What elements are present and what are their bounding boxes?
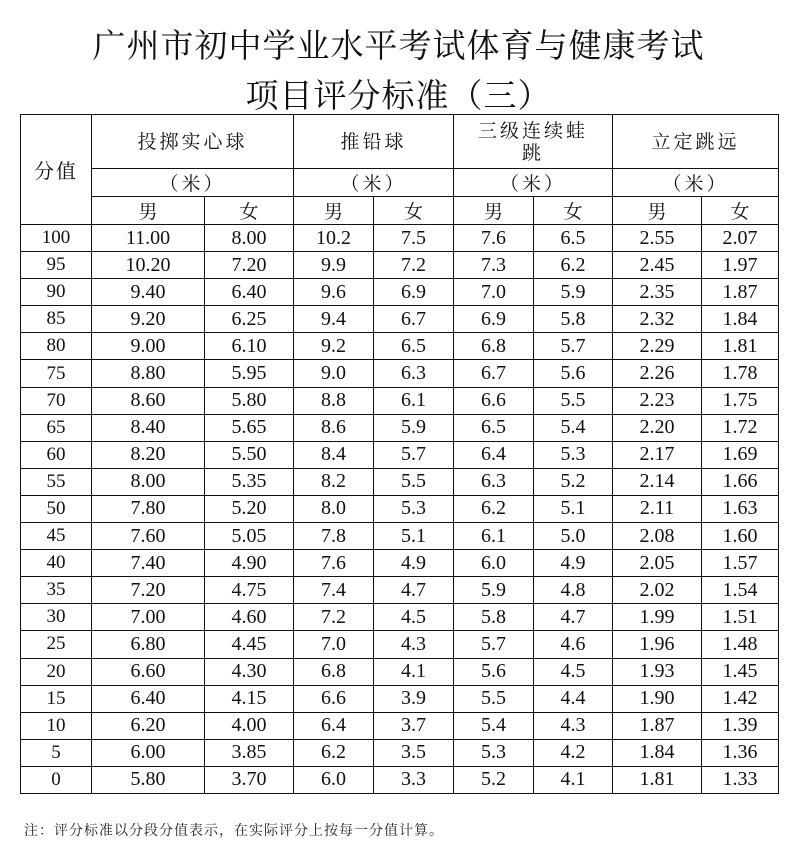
measurement-cell: 4.7 — [534, 604, 613, 631]
measurement-cell: 7.60 — [92, 523, 205, 550]
measurement-cell: 6.5 — [454, 414, 534, 441]
score-value-cell: 30 — [21, 604, 92, 631]
measurement-cell: 7.4 — [294, 577, 374, 604]
measurement-cell: 9.4 — [294, 306, 374, 333]
measurement-cell: 5.3 — [374, 495, 454, 522]
measurement-cell: 1.33 — [702, 766, 779, 793]
table-row — [21, 604, 779, 631]
event-header-shot-put: 推铅球 — [294, 115, 454, 169]
measurement-cell: 6.5 — [374, 333, 454, 360]
measurement-cell: 8.00 — [205, 225, 294, 252]
measurement-cell: 4.15 — [205, 685, 294, 712]
measurement-cell: 1.63 — [702, 495, 779, 522]
measurement-cell: 1.48 — [702, 631, 779, 658]
measurement-cell: 4.8 — [534, 577, 613, 604]
measurement-cell: 6.20 — [92, 712, 205, 739]
table-row — [21, 523, 779, 550]
score-value-cell: 70 — [21, 387, 92, 414]
measurement-cell: 4.30 — [205, 658, 294, 685]
measurement-cell: 1.75 — [702, 387, 779, 414]
measurement-cell: 7.00 — [92, 604, 205, 631]
measurement-cell: 3.7 — [374, 712, 454, 739]
event-header-triple-frog-jump-label: 三级连续蛙跳 — [478, 119, 589, 164]
gender-female-header: 女 — [702, 197, 779, 225]
measurement-cell: 1.36 — [702, 739, 779, 766]
score-value-cell: 40 — [21, 550, 92, 577]
measurement-cell: 5.7 — [534, 333, 613, 360]
measurement-cell: 5.7 — [374, 441, 454, 468]
measurement-cell: 4.90 — [205, 550, 294, 577]
measurement-cell: 5.20 — [205, 495, 294, 522]
measurement-cell: 6.5 — [534, 225, 613, 252]
measurement-cell: 4.7 — [374, 577, 454, 604]
measurement-cell: 2.35 — [613, 279, 702, 306]
measurement-cell: 3.70 — [205, 766, 294, 793]
measurement-cell: 9.0 — [294, 360, 374, 387]
measurement-cell: 6.8 — [454, 333, 534, 360]
measurement-cell: 5.2 — [534, 468, 613, 495]
measurement-cell: 4.60 — [205, 604, 294, 631]
measurement-cell: 6.10 — [205, 333, 294, 360]
measurement-cell: 5.50 — [205, 441, 294, 468]
measurement-cell: 6.2 — [294, 739, 374, 766]
measurement-cell: 8.60 — [92, 387, 205, 414]
score-value-cell: 95 — [21, 252, 92, 279]
measurement-cell: 1.69 — [702, 441, 779, 468]
measurement-cell: 6.0 — [454, 550, 534, 577]
measurement-cell: 6.4 — [294, 712, 374, 739]
measurement-cell: 6.40 — [205, 279, 294, 306]
table-body — [21, 225, 779, 794]
measurement-cell: 4.5 — [374, 604, 454, 631]
measurement-cell: 7.0 — [294, 631, 374, 658]
measurement-cell: 5.3 — [534, 441, 613, 468]
measurement-cell: 7.5 — [374, 225, 454, 252]
measurement-cell: 2.05 — [613, 550, 702, 577]
measurement-cell: 6.3 — [374, 360, 454, 387]
gender-male-header: 男 — [454, 197, 534, 225]
measurement-cell: 11.00 — [92, 225, 205, 252]
page-title-line-2: 项目评分标准（三） — [245, 76, 552, 115]
measurement-cell: 2.32 — [613, 306, 702, 333]
measurement-cell: 5.35 — [205, 468, 294, 495]
measurement-cell: 8.2 — [294, 468, 374, 495]
measurement-cell: 7.40 — [92, 550, 205, 577]
measurement-cell: 4.2 — [534, 739, 613, 766]
table-row — [21, 225, 779, 252]
measurement-cell: 5.95 — [205, 360, 294, 387]
measurement-cell: 2.29 — [613, 333, 702, 360]
measurement-cell: 9.6 — [294, 279, 374, 306]
measurement-cell: 4.5 — [534, 658, 613, 685]
scoring-standard-table — [20, 114, 779, 794]
measurement-cell: 3.3 — [374, 766, 454, 793]
measurement-cell: 1.39 — [702, 712, 779, 739]
measurement-cell: 1.81 — [702, 333, 779, 360]
measurement-cell: 1.81 — [613, 766, 702, 793]
table-row — [21, 279, 779, 306]
score-value-cell: 5 — [21, 739, 92, 766]
measurement-cell: 1.87 — [613, 712, 702, 739]
measurement-cell: 1.96 — [613, 631, 702, 658]
measurement-cell: 2.14 — [613, 468, 702, 495]
measurement-cell: 5.6 — [534, 360, 613, 387]
measurement-cell: 7.2 — [374, 252, 454, 279]
measurement-cell: 5.80 — [205, 387, 294, 414]
measurement-cell: 2.45 — [613, 252, 702, 279]
measurement-cell: 5.9 — [374, 414, 454, 441]
measurement-cell: 3.9 — [374, 685, 454, 712]
measurement-cell: 5.2 — [454, 766, 534, 793]
table-row — [21, 739, 779, 766]
measurement-cell: 6.7 — [374, 306, 454, 333]
measurement-cell: 8.80 — [92, 360, 205, 387]
measurement-cell: 6.2 — [534, 252, 613, 279]
measurement-cell: 8.4 — [294, 441, 374, 468]
footnote: 注：评分标准以分段分值表示，在实际评分上按每一分值计算。 — [24, 823, 444, 839]
score-value-cell: 75 — [21, 360, 92, 387]
table-row — [21, 387, 779, 414]
unit-label: （米） — [454, 169, 613, 197]
measurement-cell: 1.84 — [702, 306, 779, 333]
unit-label: （米） — [92, 169, 294, 197]
score-value-cell: 55 — [21, 468, 92, 495]
measurement-cell: 2.55 — [613, 225, 702, 252]
measurement-cell: 1.84 — [613, 739, 702, 766]
measurement-cell: 6.40 — [92, 685, 205, 712]
event-header-medicine-ball: 投掷实心球 — [92, 115, 294, 169]
measurement-cell: 5.1 — [534, 495, 613, 522]
table-row — [21, 712, 779, 739]
measurement-cell: 5.5 — [454, 685, 534, 712]
measurement-cell: 10.2 — [294, 225, 374, 252]
measurement-cell: 2.17 — [613, 441, 702, 468]
measurement-cell: 5.6 — [454, 658, 534, 685]
table-row — [21, 414, 779, 441]
measurement-cell: 1.93 — [613, 658, 702, 685]
measurement-cell: 8.6 — [294, 414, 374, 441]
measurement-cell: 8.00 — [92, 468, 205, 495]
measurement-cell: 5.05 — [205, 523, 294, 550]
gender-male-header: 男 — [294, 197, 374, 225]
measurement-cell: 7.6 — [294, 550, 374, 577]
score-value-cell: 25 — [21, 631, 92, 658]
gender-female-header: 女 — [374, 197, 454, 225]
measurement-cell: 1.97 — [702, 252, 779, 279]
table-row — [21, 658, 779, 685]
event-header-standing-long-jump: 立定跳远 — [613, 115, 779, 169]
measurement-cell: 6.2 — [454, 495, 534, 522]
measurement-cell: 6.1 — [454, 523, 534, 550]
measurement-cell: 5.1 — [374, 523, 454, 550]
measurement-cell: 7.6 — [454, 225, 534, 252]
measurement-cell: 4.1 — [534, 766, 613, 793]
score-value-cell: 0 — [21, 766, 92, 793]
measurement-cell: 5.0 — [534, 523, 613, 550]
measurement-cell: 4.1 — [374, 658, 454, 685]
measurement-cell: 6.80 — [92, 631, 205, 658]
measurement-cell: 1.57 — [702, 550, 779, 577]
measurement-cell: 4.3 — [534, 712, 613, 739]
measurement-cell: 7.2 — [294, 604, 374, 631]
measurement-cell: 5.80 — [92, 766, 205, 793]
measurement-cell: 6.4 — [454, 441, 534, 468]
score-value-cell: 80 — [21, 333, 92, 360]
measurement-cell: 6.3 — [454, 468, 534, 495]
table-row — [21, 577, 779, 604]
measurement-cell: 7.3 — [454, 252, 534, 279]
measurement-cell: 1.51 — [702, 604, 779, 631]
score-value-cell: 50 — [21, 495, 92, 522]
gender-male-header: 男 — [92, 197, 205, 225]
measurement-cell: 6.6 — [454, 387, 534, 414]
measurement-cell: 4.4 — [534, 685, 613, 712]
measurement-cell: 7.20 — [205, 252, 294, 279]
measurement-cell: 2.08 — [613, 523, 702, 550]
measurement-cell: 1.87 — [702, 279, 779, 306]
table-row — [21, 631, 779, 658]
measurement-cell: 4.9 — [374, 550, 454, 577]
measurement-cell: 6.0 — [294, 766, 374, 793]
measurement-cell: 2.07 — [702, 225, 779, 252]
score-value-cell: 65 — [21, 414, 92, 441]
measurement-cell: 1.42 — [702, 685, 779, 712]
measurement-cell: 1.60 — [702, 523, 779, 550]
table-row — [21, 306, 779, 333]
table-row — [21, 360, 779, 387]
measurement-cell: 5.4 — [534, 414, 613, 441]
score-value-cell: 85 — [21, 306, 92, 333]
measurement-cell: 5.3 — [454, 739, 534, 766]
measurement-cell: 4.45 — [205, 631, 294, 658]
measurement-cell: 7.80 — [92, 495, 205, 522]
measurement-cell: 1.78 — [702, 360, 779, 387]
measurement-cell: 2.23 — [613, 387, 702, 414]
measurement-cell: 5.5 — [374, 468, 454, 495]
measurement-cell: 1.99 — [613, 604, 702, 631]
measurement-cell: 2.11 — [613, 495, 702, 522]
measurement-cell: 5.4 — [454, 712, 534, 739]
measurement-cell: 8.40 — [92, 414, 205, 441]
event-header-triple-frog-jump — [454, 115, 613, 169]
measurement-cell: 6.8 — [294, 658, 374, 685]
measurement-cell: 6.7 — [454, 360, 534, 387]
table-row — [21, 550, 779, 577]
measurement-cell: 4.3 — [374, 631, 454, 658]
score-value-cell: 45 — [21, 523, 92, 550]
measurement-cell: 5.65 — [205, 414, 294, 441]
measurement-cell: 8.0 — [294, 495, 374, 522]
score-value-cell: 35 — [21, 577, 92, 604]
score-value-cell: 60 — [21, 441, 92, 468]
measurement-cell: 10.20 — [92, 252, 205, 279]
unit-label: （米） — [613, 169, 779, 197]
measurement-cell: 4.6 — [534, 631, 613, 658]
measurement-cell: 5.7 — [454, 631, 534, 658]
measurement-cell: 3.5 — [374, 739, 454, 766]
table-row — [21, 252, 779, 279]
score-value-cell: 10 — [21, 712, 92, 739]
measurement-cell: 5.8 — [454, 604, 534, 631]
measurement-cell: 7.0 — [454, 279, 534, 306]
measurement-cell: 6.00 — [92, 739, 205, 766]
measurement-cell: 8.20 — [92, 441, 205, 468]
measurement-cell: 7.20 — [92, 577, 205, 604]
measurement-cell: 8.8 — [294, 387, 374, 414]
measurement-cell: 4.75 — [205, 577, 294, 604]
page-title-line-1: 广州市初中学业水平考试体育与健康考试 — [92, 26, 705, 65]
score-value-cell: 20 — [21, 658, 92, 685]
measurement-cell: 5.9 — [534, 279, 613, 306]
measurement-cell: 1.45 — [702, 658, 779, 685]
score-value-cell: 15 — [21, 685, 92, 712]
measurement-cell: 7.8 — [294, 523, 374, 550]
table-row — [21, 333, 779, 360]
score-value-cell: 100 — [21, 225, 92, 252]
measurement-cell: 1.66 — [702, 468, 779, 495]
measurement-cell: 6.25 — [205, 306, 294, 333]
measurement-cell: 9.20 — [92, 306, 205, 333]
gender-female-header: 女 — [534, 197, 613, 225]
measurement-cell: 1.72 — [702, 414, 779, 441]
measurement-cell: 6.6 — [294, 685, 374, 712]
measurement-cell: 5.9 — [454, 577, 534, 604]
measurement-cell: 2.02 — [613, 577, 702, 604]
measurement-cell: 9.2 — [294, 333, 374, 360]
measurement-cell: 4.00 — [205, 712, 294, 739]
gender-male-header: 男 — [613, 197, 702, 225]
measurement-cell: 9.9 — [294, 252, 374, 279]
measurement-cell: 4.9 — [534, 550, 613, 577]
unit-label: （米） — [294, 169, 454, 197]
table-row — [21, 468, 779, 495]
measurement-cell: 6.1 — [374, 387, 454, 414]
table-row — [21, 441, 779, 468]
score-value-cell: 90 — [21, 279, 92, 306]
table-row — [21, 685, 779, 712]
measurement-cell: 6.60 — [92, 658, 205, 685]
measurement-cell: 2.20 — [613, 414, 702, 441]
measurement-cell: 1.54 — [702, 577, 779, 604]
measurement-cell: 1.90 — [613, 685, 702, 712]
measurement-cell: 6.9 — [374, 279, 454, 306]
gender-female-header: 女 — [205, 197, 294, 225]
measurement-cell: 2.26 — [613, 360, 702, 387]
measurement-cell: 5.8 — [534, 306, 613, 333]
measurement-cell: 9.40 — [92, 279, 205, 306]
score-column-header: 分值 — [21, 115, 92, 225]
table-row — [21, 766, 779, 793]
measurement-cell: 9.00 — [92, 333, 205, 360]
measurement-cell: 6.9 — [454, 306, 534, 333]
measurement-cell: 5.5 — [534, 387, 613, 414]
table-row — [21, 495, 779, 522]
measurement-cell: 3.85 — [205, 739, 294, 766]
